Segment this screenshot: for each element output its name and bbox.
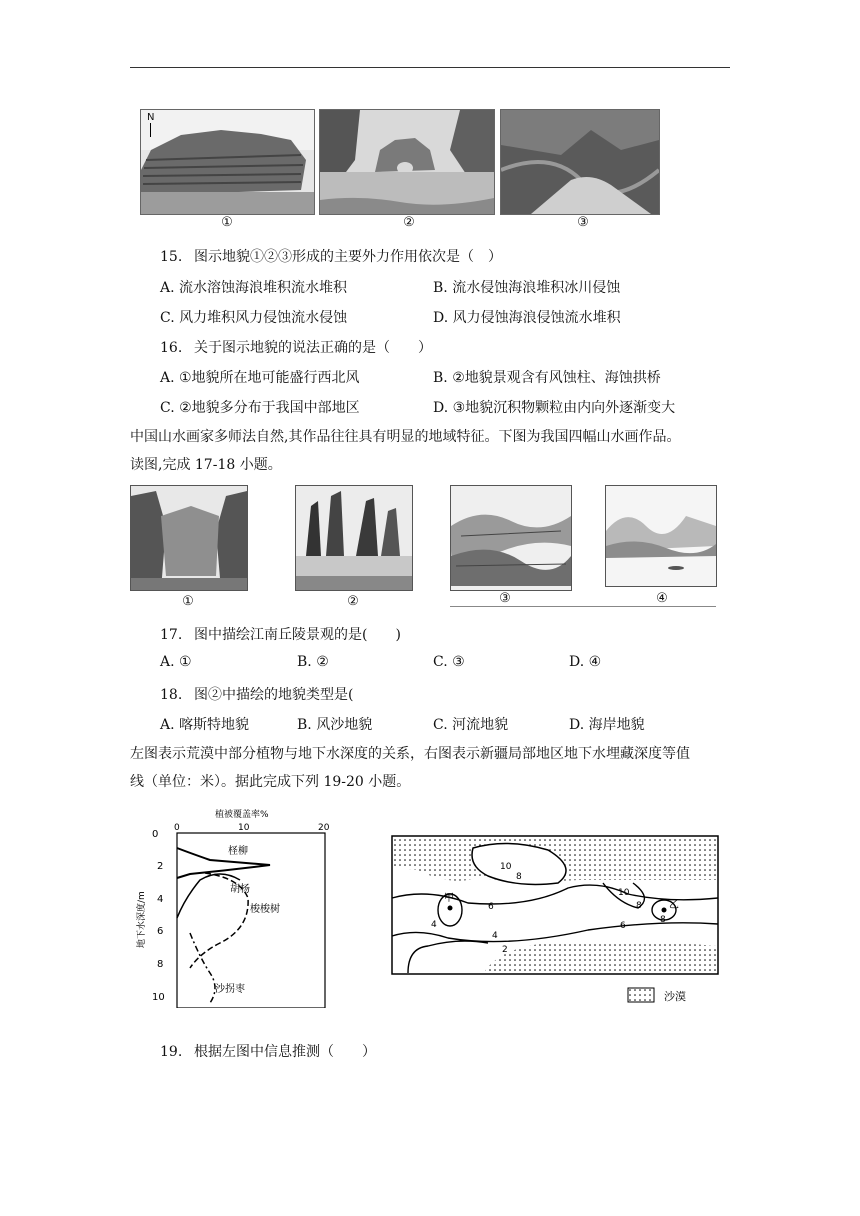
option-d[interactable]: D. ④ (569, 654, 602, 670)
curve-shaguaizao (190, 933, 215, 1003)
question-stem: 关于图示地貌的说法正确的是（ ） (194, 340, 432, 356)
option-d[interactable]: D. 海岸地貌 (569, 717, 645, 733)
curve-label: 梭梭树 (250, 904, 280, 915)
y-axis-label: 地下水深度/m (137, 891, 147, 948)
option-a[interactable]: A. 流水溶蚀海浪堆积流水堆积 (160, 280, 348, 296)
question-number: 18. (160, 687, 183, 703)
contour-label: 10 (618, 888, 630, 898)
option-a[interactable]: A. ① (160, 654, 192, 670)
y-tick: 0 (152, 829, 159, 840)
painting-3-baseline (450, 606, 716, 607)
curve-huyang (177, 874, 240, 918)
landform-photo-3 (500, 109, 660, 215)
x-tick: 20 (318, 823, 330, 833)
contour-label: 10 (500, 862, 512, 872)
painting-caption-1: ① (182, 594, 194, 609)
contour-label: 6 (488, 902, 494, 912)
contour-label: 2 (502, 945, 508, 955)
option-d[interactable]: D. ③地貌沉积物颗粒由内向外逐渐变大 (433, 400, 676, 416)
option-d[interactable]: D. 风力侵蚀海浪侵蚀流水堆积 (433, 310, 621, 326)
option-a[interactable]: A. ①地貌所在地可能盛行西北风 (160, 370, 360, 386)
painting-caption-4: ④ (656, 591, 668, 606)
photo-caption-3: ③ (577, 215, 589, 230)
question-stem: 图中描绘江南丘陵景观的是( ) (194, 627, 401, 643)
option-b[interactable]: B. ②地貌景观含有风蚀柱、海蚀拱桥 (433, 370, 661, 386)
question-number: 19. (160, 1044, 183, 1060)
option-c[interactable]: C. ③ (433, 654, 465, 670)
header-rule (130, 67, 730, 68)
contour-label: 4 (431, 920, 437, 930)
point-jia-marker (448, 906, 453, 911)
photo-caption-1: ① (221, 215, 233, 230)
vegetation-depth-chart (130, 808, 340, 1008)
y-tick: 10 (152, 992, 165, 1003)
curve-label: 胡杨 (230, 884, 250, 895)
point-label-jia: 甲 (444, 893, 454, 904)
chart-top-label: 植被覆盖率% (215, 810, 269, 820)
legend-label: 沙漠 (664, 990, 686, 1003)
painting-1 (130, 485, 248, 591)
question-16 (160, 337, 432, 357)
option-b[interactable]: B. 风沙地貌 (297, 717, 373, 733)
option-a[interactable]: A. 喀斯特地貌 (160, 717, 250, 733)
x-tick: 10 (238, 823, 250, 833)
landform-photo-2 (319, 109, 495, 215)
point-yi-marker (662, 908, 667, 913)
landform-photo-1 (140, 109, 315, 215)
north-arrow-label: N (147, 112, 155, 123)
question-number: 15. (160, 249, 183, 265)
curve-label: 沙拐枣 (215, 984, 245, 995)
question-number: 17. (160, 627, 183, 643)
contour-label: 6 (620, 921, 626, 931)
curve-label: 柽柳 (228, 846, 248, 857)
question-number: 16. (160, 340, 183, 356)
intro-line: 读图,完成 17-18 小题。 (130, 457, 282, 473)
y-tick: 6 (157, 926, 164, 937)
contour-label: 8 (516, 872, 522, 882)
groundwater-contour-map (388, 828, 728, 1028)
photo-caption-2: ② (403, 215, 415, 230)
y-tick: 2 (157, 861, 164, 872)
legend-swatch (628, 988, 654, 1002)
painting-caption-3: ③ (499, 591, 511, 606)
option-b[interactable]: B. ② (297, 654, 329, 670)
painting-3 (450, 485, 572, 591)
question-stem: 图②中描绘的地貌类型是( (194, 687, 354, 703)
question-15 (160, 246, 502, 266)
y-tick: 8 (157, 959, 164, 970)
intro-17-18 (130, 423, 730, 479)
question-17 (160, 624, 401, 644)
question-stem: 根据左图中信息推测（ ） (194, 1044, 376, 1060)
intro-19-20 (130, 740, 730, 796)
x-tick: 0 (174, 823, 180, 833)
painting-4 (605, 485, 717, 587)
question-18 (160, 684, 353, 704)
north-arrow-icon (150, 123, 151, 137)
option-b[interactable]: B. 流水侵蚀海浪堆积冰川侵蚀 (433, 280, 621, 296)
option-c[interactable]: C. 河流地貌 (433, 717, 509, 733)
contour-label: 8 (660, 915, 666, 925)
point-label-yi: 乙 (669, 900, 679, 911)
intro-line: 左图表示荒漠中部分植物与地下水深度的关系，右图表示新疆局部地区地下水埋藏深度等值 (130, 746, 690, 762)
question-stem: 图示地貌①②③形成的主要外力作用依次是（ ） (194, 249, 502, 265)
painting-caption-2: ② (347, 594, 359, 609)
y-tick: 4 (157, 894, 164, 905)
intro-line: 中国山水画家多师法自然,其作品往往具有明显的地域特征。下图为我国四幅山水画作品。 (130, 429, 681, 445)
contour-label: 4 (492, 931, 498, 941)
contour-label: 8 (636, 901, 642, 911)
painting-2 (295, 485, 413, 591)
option-c[interactable]: C. 风力堆积风力侵蚀流水侵蚀 (160, 310, 348, 326)
intro-line: 线（单位：米）。据此完成下列 19-20 小题。 (130, 774, 411, 790)
chart-frame (177, 833, 325, 1008)
question-19 (160, 1041, 376, 1061)
option-c[interactable]: C. ②地貌多分布于我国中部地区 (160, 400, 360, 416)
